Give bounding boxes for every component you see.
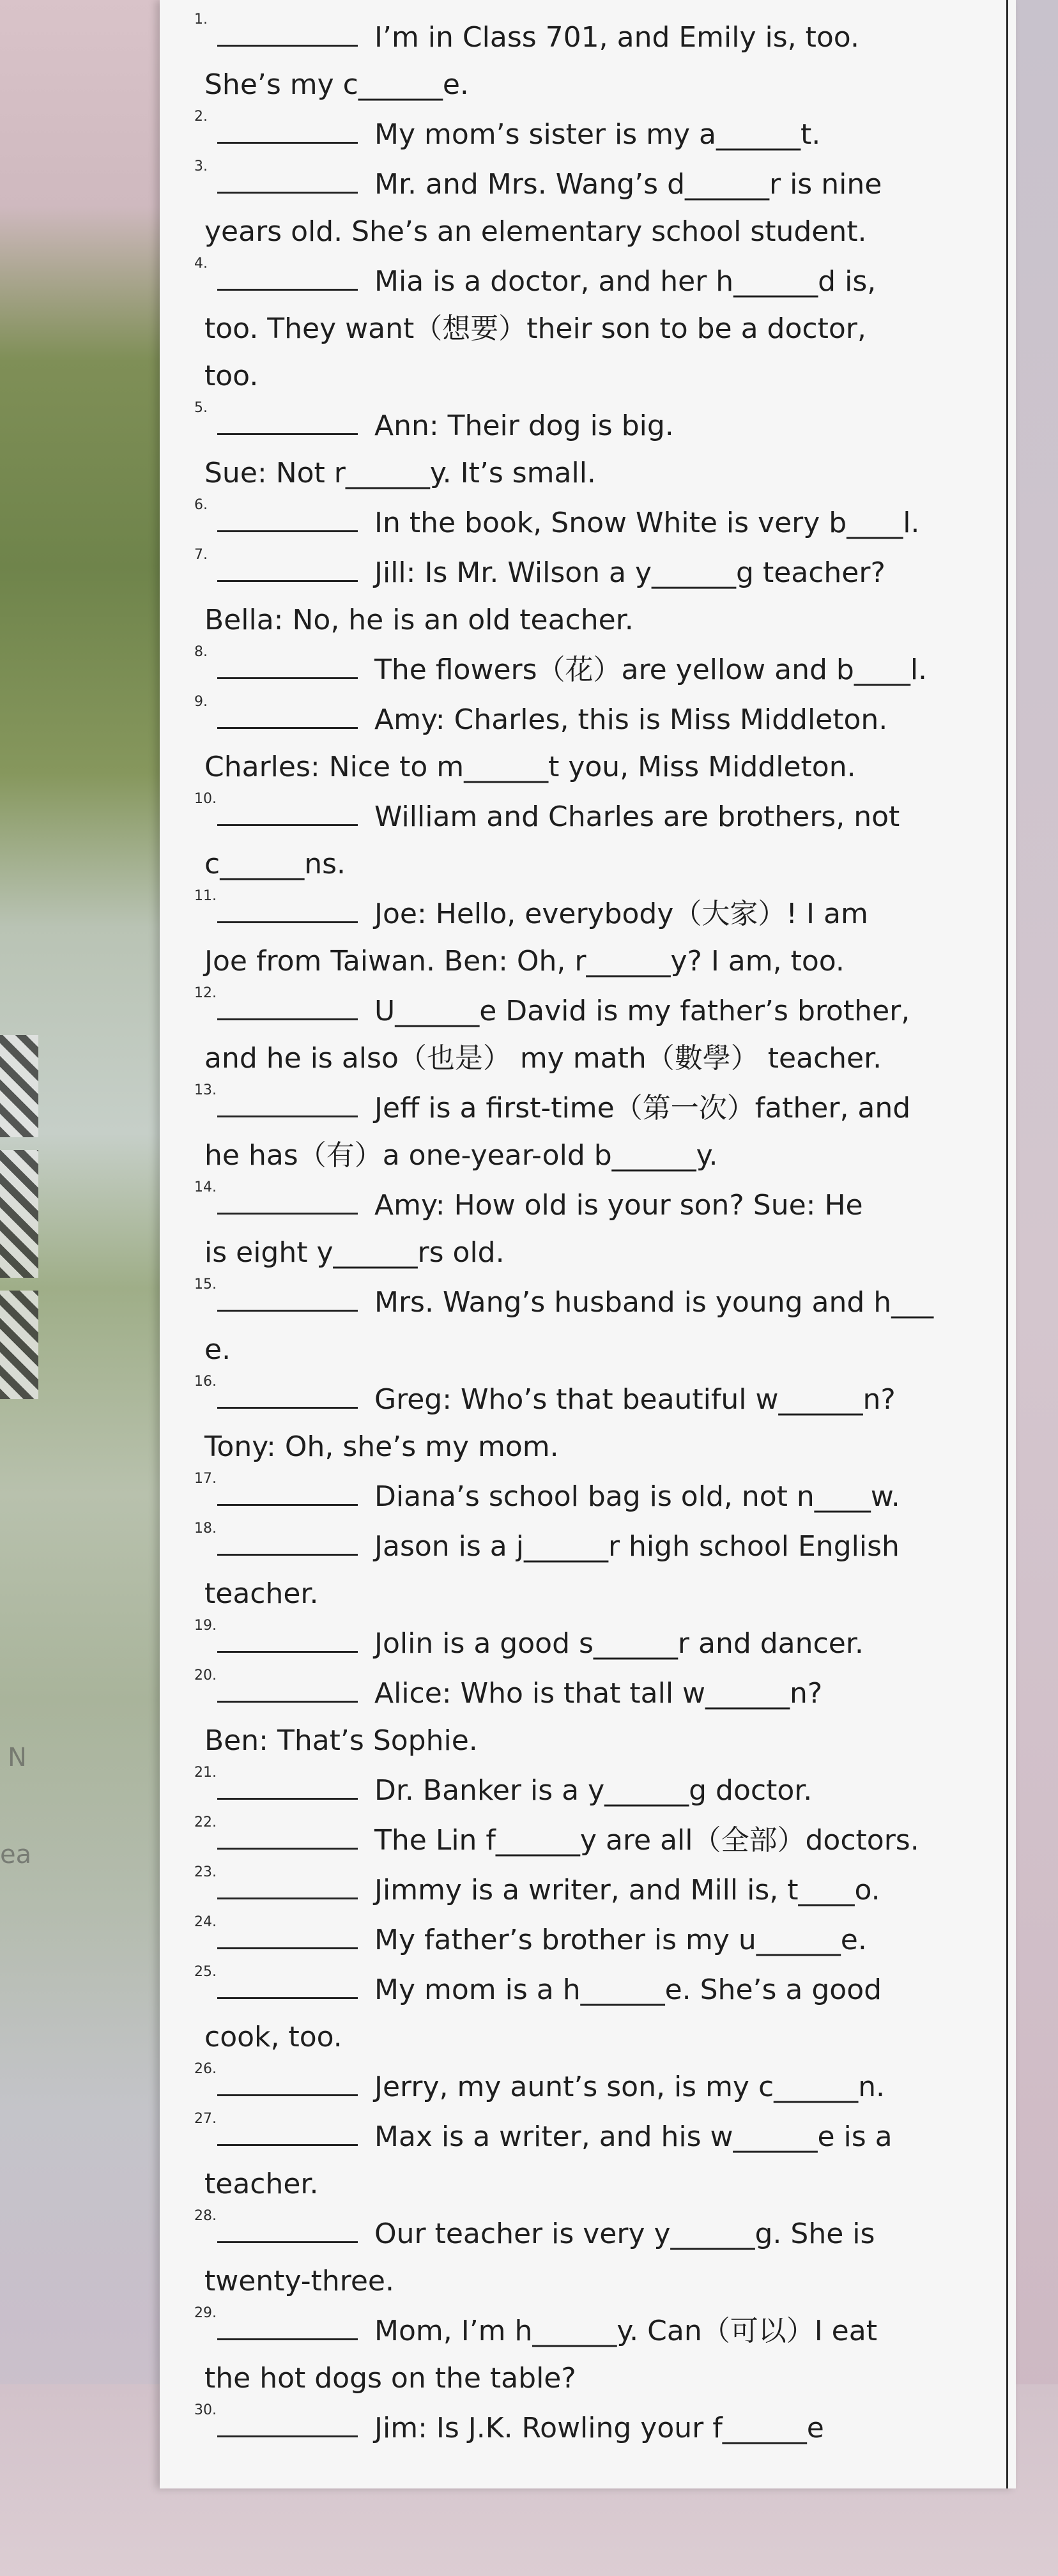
question-text: Jolin is a good s______r and dancer.: [374, 1627, 864, 1660]
question-text: In the book, Snow White is very b____l.: [374, 507, 920, 539]
question-line: [179, 160, 984, 210]
question-item: [179, 548, 984, 645]
answer-blank[interactable]: [217, 1926, 358, 1949]
question-line: [179, 1472, 984, 1522]
answer-blank[interactable]: [217, 170, 358, 194]
question-text: Dr. Banker is a y______g doctor.: [374, 1774, 813, 1807]
question-item: [179, 2404, 984, 2453]
question-text: Mia is a doctor, and her h______d is,: [374, 265, 877, 298]
question-item: [179, 1472, 984, 1522]
question-number: 28.: [194, 2208, 217, 2224]
question-line: [179, 792, 984, 842]
question-number: 22.: [194, 1814, 217, 1830]
answer-blank[interactable]: [217, 802, 358, 826]
answer-blank[interactable]: [217, 997, 358, 1020]
question-line: [179, 2112, 984, 2162]
answer-blank[interactable]: [217, 2220, 358, 2243]
question-item: [179, 1278, 984, 1375]
question-line: [179, 1816, 984, 1866]
answer-blank[interactable]: [217, 2073, 358, 2096]
question-number: 29.: [194, 2305, 217, 2321]
background-text: ea: [0, 1840, 32, 1869]
answer-blank[interactable]: [217, 1094, 358, 1117]
question-text: Jill: Is Mr. Wilson a y______g teacher?: [374, 556, 885, 589]
question-text: My father’s brother is my u______e.: [374, 1924, 867, 1956]
question-item: [179, 1084, 984, 1181]
answer-blank[interactable]: [217, 1826, 358, 1850]
question-number: 13.: [194, 1082, 217, 1098]
worksheet-questions: [179, 13, 984, 2453]
question-text: My mom is a h______e. She’s a good: [374, 1974, 882, 2006]
question-number: 25.: [194, 1964, 217, 1980]
question-line: [179, 110, 984, 160]
question-item: [179, 401, 984, 498]
question-line: [179, 257, 984, 307]
question-text: Mom, I’m h______y. Can（可以）I eat: [374, 2315, 877, 2347]
question-continuation: c______ns.: [204, 848, 346, 880]
question-line: [179, 986, 984, 1036]
question-line: [179, 401, 984, 451]
question-text: Jerry, my aunt’s son, is my c______n.: [374, 2071, 885, 2103]
question-number: 14.: [194, 1179, 217, 1195]
question-continuation: too.: [204, 360, 259, 392]
question-item: [179, 792, 984, 889]
question-continuation: teacher.: [204, 1577, 319, 1610]
question-item: [179, 2062, 984, 2112]
question-line: [179, 1965, 984, 2015]
question-line: [179, 1766, 984, 1816]
answer-blank[interactable]: [217, 509, 358, 532]
question-text: U______e David is my father’s brother,: [374, 995, 910, 1027]
question-continuation: the hot dogs on the table?: [204, 2362, 576, 2395]
answer-blank[interactable]: [217, 900, 358, 923]
question-continuation: Joe from Taiwan. Ben: Oh, r______y? I am, too.: [204, 945, 845, 977]
question-text: Diana’s school bag is old, not n____w.: [374, 1480, 900, 1513]
question-item: [179, 2209, 984, 2306]
question-item: [179, 1669, 984, 1766]
question-item: [179, 1766, 984, 1816]
question-text: Jim: Is J.K. Rowling your f______e: [374, 2412, 824, 2444]
question-item: [179, 110, 984, 160]
question-item: [179, 1965, 984, 2062]
zebra-pattern: [0, 1150, 38, 1278]
answer-blank[interactable]: [217, 23, 358, 47]
question-text: Jimmy is a writer, and Mill is, t____o.: [374, 1874, 880, 1906]
answer-blank[interactable]: [217, 656, 358, 679]
question-continuation: teacher.: [204, 2168, 319, 2200]
question-number: 2.: [194, 109, 208, 125]
question-number: 12.: [194, 985, 217, 1001]
question-line: [179, 2209, 984, 2259]
question-line: [179, 2404, 984, 2453]
question-text: Mr. and Mrs. Wang’s d______r is nine: [374, 168, 882, 201]
question-line: [179, 13, 984, 63]
question-text: William and Charles are brothers, not: [374, 801, 900, 833]
question-line: [179, 548, 984, 598]
question-continuation: She’s my c______e.: [204, 68, 469, 101]
question-text: I’m in Class 701, and Emily is, too.: [374, 21, 859, 54]
answer-blank[interactable]: [217, 558, 358, 582]
question-item: [179, 889, 984, 986]
question-continuation: and he is also（也是） my math（數學） teacher.: [204, 1042, 882, 1075]
question-continuation: Charles: Nice to m______t you, Miss Middleton.: [204, 751, 856, 783]
question-continuation: he has（有）a one-year-old b______y.: [204, 1139, 718, 1172]
question-item: [179, 1866, 984, 1915]
answer-blank[interactable]: [217, 267, 358, 291]
question-continuation: is eight y______rs old.: [204, 1236, 505, 1269]
question-line: [179, 695, 984, 745]
answer-blank[interactable]: [217, 1876, 358, 1899]
question-item: [179, 2306, 984, 2404]
answer-blank[interactable]: [217, 705, 358, 729]
question-continuation: too. They want（想要）their son to be a doctor,: [204, 312, 866, 345]
answer-blank[interactable]: [217, 1532, 358, 1556]
answer-blank[interactable]: [217, 1288, 358, 1312]
question-number: 3.: [194, 158, 208, 174]
answer-blank[interactable]: [217, 1776, 358, 1800]
question-line: [179, 1375, 984, 1425]
question-number: 27.: [194, 2111, 217, 2127]
question-text: Our teacher is very y______g. She is: [374, 2218, 875, 2250]
question-text: Amy: How old is your son? Sue: He: [374, 1189, 863, 1222]
question-line: [179, 1915, 984, 1965]
question-number: 24.: [194, 1914, 217, 1930]
question-number: 18.: [194, 1521, 217, 1537]
answer-blank[interactable]: [217, 1385, 358, 1409]
answer-blank[interactable]: [217, 120, 358, 144]
question-number: 15.: [194, 1276, 217, 1292]
question-number: 19.: [194, 1618, 217, 1634]
question-number: 1.: [194, 12, 208, 27]
question-number: 5.: [194, 400, 208, 416]
question-item: [179, 160, 984, 257]
question-number: 30.: [194, 2402, 217, 2418]
margin-rule: [1006, 0, 1008, 2488]
question-line: [179, 498, 984, 548]
question-text: Jason is a j______r high school English: [374, 1530, 900, 1563]
question-item: [179, 1375, 984, 1472]
question-line: [179, 2062, 984, 2112]
question-number: 11.: [194, 888, 217, 904]
question-number: 6.: [194, 497, 208, 513]
question-number: 9.: [194, 694, 208, 710]
question-item: [179, 13, 984, 110]
answer-blank[interactable]: [217, 1679, 358, 1703]
question-item: [179, 645, 984, 695]
question-number: 16.: [194, 1374, 217, 1390]
question-line: [179, 2306, 984, 2356]
answer-blank[interactable]: [217, 1482, 358, 1506]
question-item: [179, 986, 984, 1084]
question-number: 21.: [194, 1765, 217, 1781]
question-item: [179, 1619, 984, 1669]
question-line: [179, 645, 984, 695]
question-number: 23.: [194, 1864, 217, 1880]
question-continuation: e.: [204, 1333, 231, 1366]
answer-blank[interactable]: [217, 411, 358, 435]
question-text: Jeff is a first-time（第一次）father, and: [374, 1092, 911, 1124]
question-text: Joe: Hello, everybody（大家）! I am: [374, 898, 868, 930]
question-item: [179, 498, 984, 548]
answer-blank[interactable]: [217, 2122, 358, 2146]
question-line: [179, 1619, 984, 1669]
question-continuation: Tony: Oh, she’s my mom.: [204, 1430, 559, 1463]
answer-blank[interactable]: [217, 1191, 358, 1215]
answer-blank[interactable]: [217, 2317, 358, 2340]
question-line: [179, 1522, 984, 1572]
question-number: 20.: [194, 1667, 217, 1683]
question-text: Alice: Who is that tall w______n?: [374, 1677, 823, 1710]
question-item: [179, 1915, 984, 1965]
question-text: My mom’s sister is my a______t.: [374, 118, 821, 151]
question-continuation: years old. She’s an elementary school student.: [204, 215, 867, 248]
question-number: 26.: [194, 2061, 217, 2077]
answer-blank[interactable]: [217, 2414, 358, 2437]
question-text: Ann: Their dog is big.: [374, 410, 674, 442]
question-text: The Lin f______y are all（全部）doctors.: [374, 1824, 919, 1857]
answer-blank[interactable]: [217, 1629, 358, 1653]
question-continuation: Bella: No, he is an old teacher.: [204, 604, 634, 636]
zebra-pattern: [0, 1291, 38, 1399]
question-item: [179, 257, 984, 401]
answer-blank[interactable]: [217, 1975, 358, 1999]
question-item: [179, 1816, 984, 1866]
question-number: 10.: [194, 791, 217, 807]
question-line: [179, 1084, 984, 1133]
question-text: The flowers（花）are yellow and b____l.: [374, 654, 928, 686]
question-item: [179, 1181, 984, 1278]
question-text: Max is a writer, and his w______e is a: [374, 2120, 893, 2153]
question-continuation: cook, too.: [204, 2021, 342, 2053]
question-continuation: twenty-three.: [204, 2265, 394, 2297]
question-line: [179, 1866, 984, 1915]
question-text: Amy: Charles, this is Miss Middleton.: [374, 703, 888, 736]
zebra-pattern: [0, 1035, 38, 1137]
question-continuation: Sue: Not r______y. It’s small.: [204, 457, 596, 489]
question-text: Greg: Who’s that beautiful w______n?: [374, 1383, 896, 1416]
question-item: [179, 1522, 984, 1619]
question-number: 8.: [194, 644, 208, 660]
question-line: [179, 889, 984, 939]
question-item: [179, 2112, 984, 2209]
question-line: [179, 1278, 984, 1328]
question-number: 17.: [194, 1471, 217, 1487]
question-line: [179, 1669, 984, 1719]
question-text: Mrs. Wang’s husband is young and h___: [374, 1286, 934, 1319]
question-number: 4.: [194, 256, 208, 272]
question-number: 7.: [194, 547, 208, 563]
question-line: [179, 1181, 984, 1230]
question-continuation: Ben: That’s Sophie.: [204, 1724, 478, 1757]
background-text: N: [8, 1743, 27, 1772]
question-item: [179, 695, 984, 792]
